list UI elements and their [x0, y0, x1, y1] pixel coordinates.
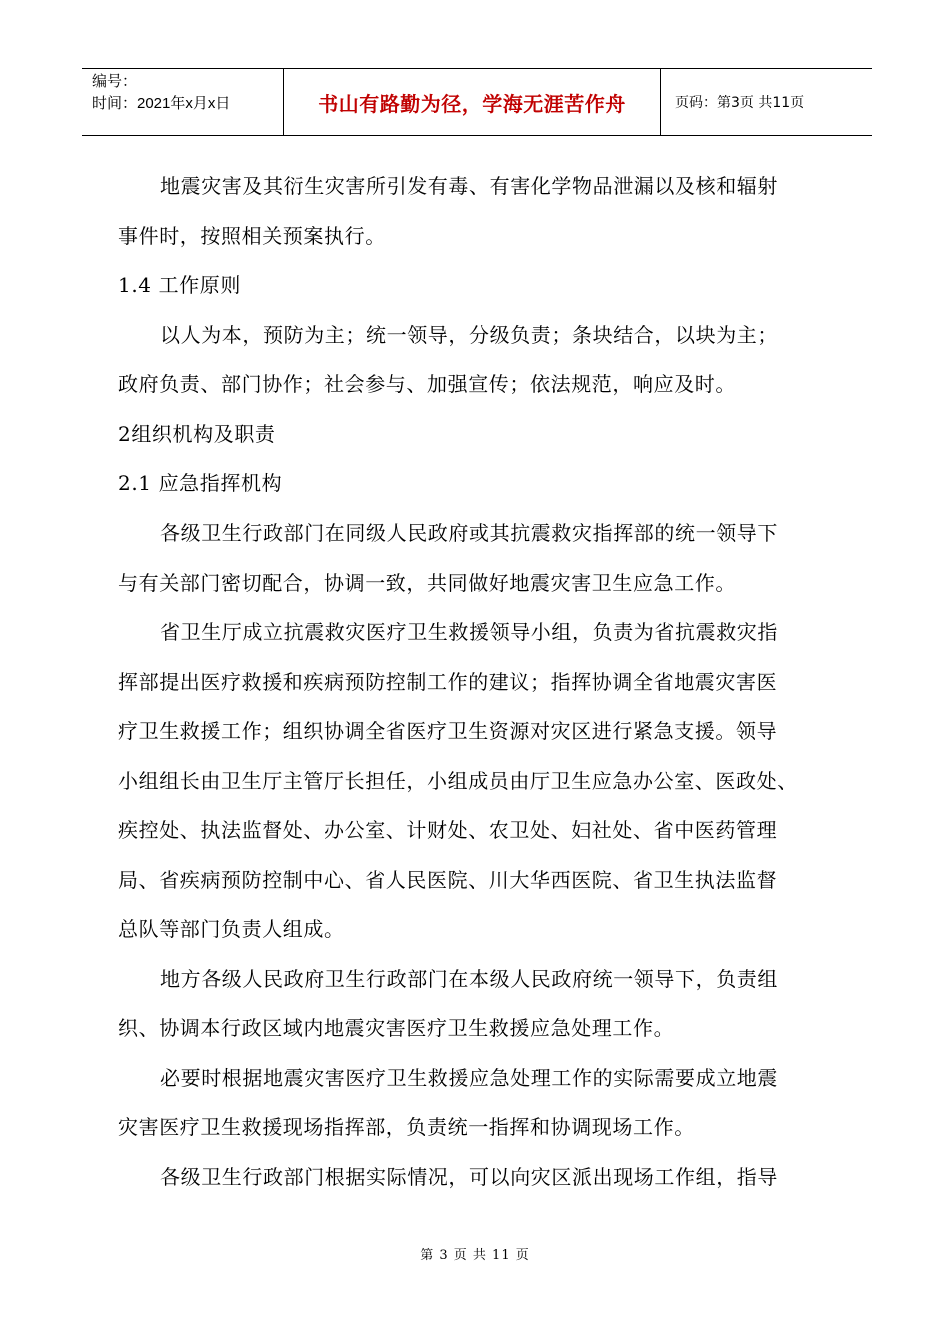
paragraph-line: 局、省疾病预防控制中心、省人民医院、川大华西医院、省卫生执法监督	[118, 868, 778, 892]
section-heading: 2组织机构及职责	[118, 422, 276, 446]
paragraph-line: 以人为本，预防为主；统一领导，分级负责；条块结合，以块为主；	[160, 323, 778, 347]
paragraph-line: 各级卫生行政部门在同级人民政府或其抗震救灾指挥部的统一领导下	[160, 521, 778, 545]
section-heading: 1.4 工作原则	[118, 273, 241, 297]
paragraph-line: 小组组长由卫生厅主管厅长担任，小组成员由厅卫生应急办公室、医政处、	[118, 769, 798, 793]
paragraph-line: 地方各级人民政府卫生行政部门在本级人民政府统一领导下，负责组	[160, 967, 778, 991]
paragraph-line: 各级卫生行政部门根据实际情况，可以向灾区派出现场工作组，指导	[160, 1165, 778, 1189]
header-motto: 书山有路勤为径，学海无涯苦作舟	[284, 69, 661, 135]
paragraph-line: 灾害医疗卫生救援现场指挥部，负责统一指挥和协调现场工作。	[118, 1115, 695, 1139]
paragraph-line: 与有关部门密切配合，协调一致，共同做好地震灾害卫生应急工作。	[118, 571, 736, 595]
section-heading: 2.1 应急指挥机构	[118, 471, 283, 495]
paragraph-line: 织、协调本行政区域内地震灾害医疗卫生救援应急处理工作。	[118, 1016, 675, 1040]
paragraph-line: 事件时，按照相关预案执行。	[118, 224, 386, 248]
paragraph-line: 总队等部门负责人组成。	[118, 917, 345, 941]
paragraph-line: 疗卫生救援工作；组织协调全省医疗卫生资源对灾区进行紧急支援。领导	[118, 719, 778, 743]
paragraph-line: 政府负责、部门协作；社会参与、加强宣传；依法规范，响应及时。	[118, 372, 736, 396]
paragraph-line: 挥部提出医疗救援和疾病预防控制工作的建议；指挥协调全省地震灾害医	[118, 670, 778, 694]
document-date: 时间：2021年x月x日	[92, 95, 231, 112]
page-footer: 第 3 页 共 11 页	[420, 1248, 530, 1263]
document-number-label: 编号：	[92, 73, 138, 90]
paragraph-line: 必要时根据地震灾害医疗卫生救援应急处理工作的实际需要成立地震	[160, 1066, 778, 1090]
paragraph-line: 省卫生厅成立抗震救灾医疗卫生救援领导小组，负责为省抗震救灾指	[160, 620, 778, 644]
paragraph-line: 疾控处、执法监督处、办公室、计财处、农卫处、妇社处、省中医药管理	[118, 818, 778, 842]
header-page-info: 页码：第3页 共11页	[675, 95, 805, 111]
paragraph-line: 地震灾害及其衍生灾害所引发有毒、有害化学物品泄漏以及核和辐射	[160, 174, 778, 198]
page-header	[82, 68, 872, 136]
header-meta	[82, 69, 284, 135]
